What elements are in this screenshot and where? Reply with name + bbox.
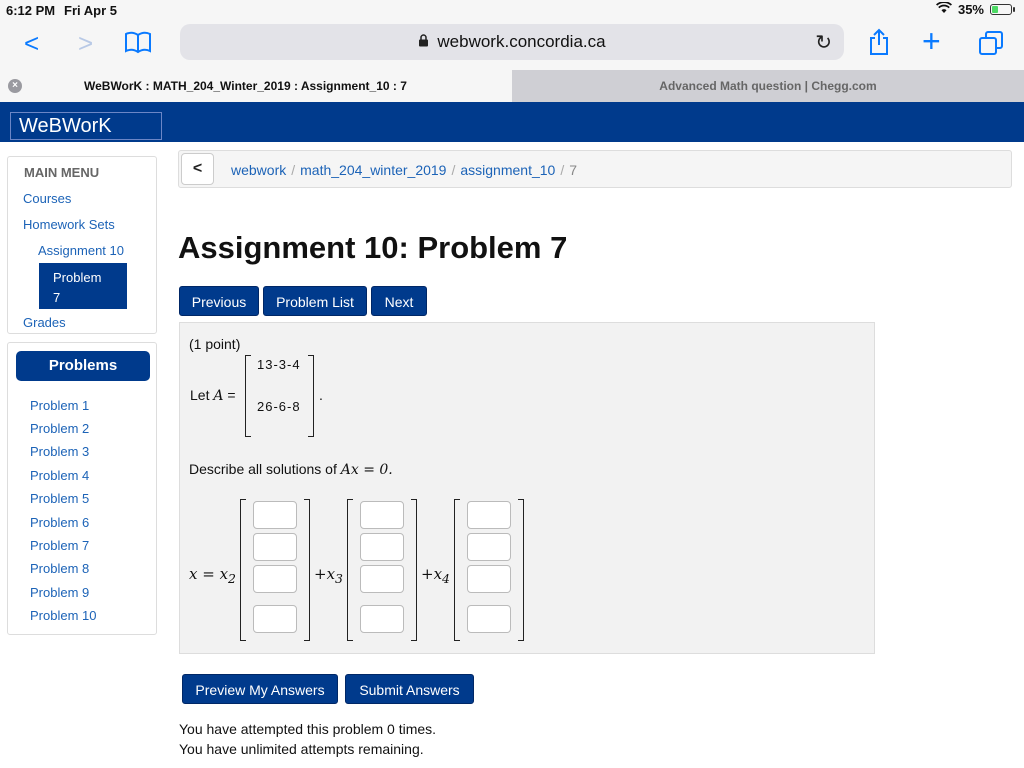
battery-icon [990, 4, 1012, 15]
solution-lhs-text: x = x [189, 565, 229, 583]
matrix-bracket-right [308, 355, 314, 437]
problem-points: (1 point) [189, 336, 241, 352]
wifi-icon [936, 2, 952, 17]
breadcrumb-course[interactable]: math_204_winter_2019 [300, 162, 447, 178]
describe-text [189, 461, 393, 478]
problem-link-5[interactable]: Problem 5 [30, 491, 90, 506]
breadcrumb-assignment[interactable]: assignment_10 [460, 162, 556, 178]
webwork-header [0, 102, 1024, 142]
vector1-bracket-left [240, 499, 246, 641]
matrix-bracket-left [245, 355, 251, 437]
problems-panel [7, 342, 157, 635]
attempts-count: You have attempted this problem 0 times. [179, 721, 437, 737]
matrix-period: . [319, 387, 323, 403]
vector2-bracket-right [411, 499, 417, 641]
vector2-bracket-left [347, 499, 353, 641]
menu-homework-sets[interactable]: Homework Sets [23, 217, 115, 232]
menu-assignment-10[interactable]: Assignment 10 [38, 243, 124, 258]
menu-grades[interactable]: Grades [23, 315, 66, 330]
answer-v1-r3[interactable] [253, 565, 297, 593]
status-bar [0, 0, 1024, 20]
back-icon[interactable]: < [24, 28, 40, 58]
menu-problem-label: Problem [53, 270, 102, 285]
subscript-4: 4 [442, 571, 450, 586]
problem-link-6[interactable]: Problem 6 [30, 515, 90, 530]
submit-answers-button[interactable]: Submit Answers [345, 674, 474, 704]
answer-v1-r2[interactable] [253, 533, 297, 561]
breadcrumb-separator: / [291, 162, 296, 178]
tab-chegg[interactable] [512, 70, 1024, 102]
webwork-logo[interactable]: WeBWorK [10, 112, 162, 140]
forward-icon[interactable]: > [78, 28, 94, 58]
equation-ax0: Ax = 0. [340, 462, 393, 478]
var-a: A [213, 388, 224, 404]
address-bar[interactable] [180, 24, 844, 60]
answer-v1-r4[interactable] [253, 605, 297, 633]
problem-link-3[interactable]: Problem 3 [30, 444, 90, 459]
vector3-bracket-left [454, 499, 460, 641]
battery-fill [992, 6, 998, 13]
page-title: Assignment 10: Problem 7 [178, 230, 568, 265]
main-menu [7, 156, 157, 334]
answer-v3-r4[interactable] [467, 605, 511, 633]
problem-link-2[interactable]: Problem 2 [30, 421, 90, 436]
problem-list-button[interactable]: Problem List [263, 286, 367, 316]
plus-x4-text: +x [421, 565, 443, 583]
tab-webwork[interactable] [0, 70, 512, 102]
tab-bar [0, 70, 1024, 102]
answer-v2-r3[interactable] [360, 565, 404, 593]
problem-link-9[interactable]: Problem 9 [30, 585, 90, 600]
problem-link-1[interactable]: Problem 1 [30, 398, 90, 413]
plus-x3 [314, 565, 343, 586]
problem-link-10[interactable]: Problem 10 [30, 608, 97, 623]
menu-problem-7-active[interactable] [39, 263, 127, 309]
problem-link-7[interactable]: Problem 7 [30, 538, 90, 553]
book-icon[interactable] [124, 30, 152, 58]
status-time: 6:12 PM [6, 3, 56, 18]
preview-answers-button[interactable]: Preview My Answers [182, 674, 338, 704]
attempts-info [179, 719, 436, 759]
url-text: webwork.concordia.ca [437, 32, 606, 51]
describe-label: Describe all solutions of [189, 461, 337, 477]
next-button[interactable]: Next [371, 286, 427, 316]
plus-x4 [421, 565, 450, 586]
equals-sign: = [227, 387, 236, 403]
share-icon[interactable] [868, 28, 890, 60]
answer-v2-r2[interactable] [360, 533, 404, 561]
menu-courses[interactable]: Courses [23, 191, 72, 206]
tabs-icon[interactable] [978, 30, 1004, 60]
breadcrumb-webwork[interactable]: webwork [231, 162, 287, 178]
subscript-2: 2 [228, 571, 236, 586]
main-menu-title: MAIN MENU [24, 165, 100, 180]
breadcrumb-separator: / [451, 162, 456, 178]
problem-link-8[interactable]: Problem 8 [30, 561, 90, 576]
vector1-bracket-right [304, 499, 310, 641]
lock-icon [418, 34, 429, 50]
browser-toolbar [0, 20, 1024, 70]
new-tab-icon[interactable]: + [922, 23, 941, 59]
close-tab-icon[interactable]: × [8, 79, 22, 93]
breadcrumb-current: 7 [569, 162, 578, 178]
let-statement [190, 387, 236, 404]
matrix-row-2: 26-6-8 [257, 399, 301, 414]
tab-webwork-label: WeBWorK : MATH_204_Winter_2019 : Assignment_10 : 7 [84, 79, 407, 93]
answer-v3-r2[interactable] [467, 533, 511, 561]
menu-problem-number: 7 [53, 290, 61, 305]
solution-lhs [189, 565, 236, 586]
status-date: Fri Apr 5 [64, 3, 117, 18]
answer-v3-r3[interactable] [467, 565, 511, 593]
answer-v2-r4[interactable] [360, 605, 404, 633]
answer-v2-r1[interactable] [360, 501, 404, 529]
matrix-row-1: 13-3-4 [257, 357, 301, 372]
problems-header[interactable]: Problems [16, 351, 150, 381]
plus-x3-text: +x [314, 565, 336, 583]
let-word: Let [190, 387, 210, 403]
battery-percent: 35% [957, 2, 984, 17]
answer-v3-r1[interactable] [467, 501, 511, 529]
problem-link-4[interactable]: Problem 4 [30, 468, 90, 483]
reload-icon[interactable]: ↻ [815, 32, 832, 54]
attempts-remaining: You have unlimited attempts remaining. [179, 741, 424, 757]
vector3-bracket-right [518, 499, 524, 641]
breadcrumb [178, 150, 1012, 188]
subscript-3: 3 [335, 571, 343, 586]
answer-v1-r1[interactable] [253, 501, 297, 529]
breadcrumb-separator: / [560, 162, 565, 178]
breadcrumb-back-button[interactable]: < [181, 153, 214, 185]
problem-box [179, 322, 875, 654]
previous-button[interactable]: Previous [179, 286, 259, 316]
tab-chegg-label: Advanced Math question | Chegg.com [659, 79, 877, 93]
